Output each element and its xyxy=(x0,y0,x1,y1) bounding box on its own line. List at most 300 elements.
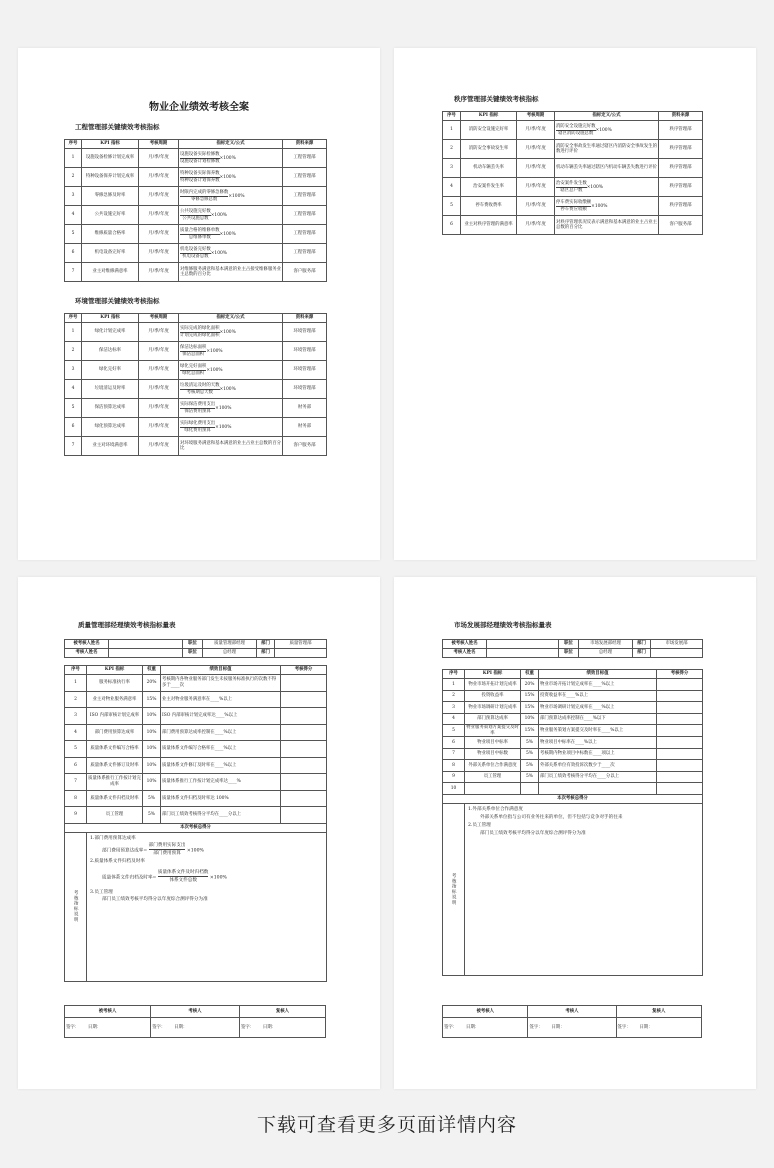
score-cell[interactable] xyxy=(281,691,327,708)
info-label: 部门 xyxy=(257,649,275,658)
formula-numerator: 实际完成的绿化面积 xyxy=(180,326,220,331)
formula-fraction xyxy=(556,200,591,212)
data-source: 财务部 xyxy=(283,399,327,418)
table-row xyxy=(443,737,703,749)
performance-target: 质量体系文件归档及时率达 100% xyxy=(161,790,281,807)
formula-numerator: 机电设备完好数 xyxy=(180,247,211,252)
score-cell[interactable] xyxy=(281,724,327,741)
kpi-name: 公共设施完好率 xyxy=(82,206,139,225)
score-cell[interactable] xyxy=(281,807,327,824)
kpi-weight: 5% xyxy=(521,760,539,772)
info-value: 总经理 xyxy=(203,649,257,658)
kpi-definition xyxy=(555,178,659,197)
data-source: 秩序管理部 xyxy=(659,178,703,197)
row-number: 6 xyxy=(443,216,461,235)
info-value xyxy=(109,640,183,649)
kpi-name: 机动车辆丢失率 xyxy=(461,159,517,178)
formula-fraction xyxy=(180,364,206,376)
explain-label: 考核指标说明 xyxy=(65,832,87,981)
kpi-name: ISO 内部审核计划完成率 xyxy=(87,708,143,725)
kpi-name: 业主对物业服务满意率 xyxy=(87,691,143,708)
kpi-name: 消防安全事故发生率 xyxy=(461,140,517,159)
kpi-name: 业主对维修满意率 xyxy=(82,263,139,282)
row-number: 1 xyxy=(443,121,461,140)
table-row xyxy=(443,748,703,760)
row-number: 4 xyxy=(443,713,465,725)
kpi-definition xyxy=(179,399,283,418)
kpi-weight: 15% xyxy=(521,702,539,714)
row-number: 3 xyxy=(65,361,82,380)
performance-target: 部门员工绩效考核得分平均在____分以上 xyxy=(539,771,657,783)
row-number: 4 xyxy=(65,206,82,225)
info-label: 部门 xyxy=(633,640,651,649)
table-row xyxy=(65,807,327,824)
row-number: 3 xyxy=(443,159,461,178)
table-row xyxy=(65,361,327,380)
kpi-weight: 10% xyxy=(143,774,161,791)
performance-target: 物业市场调研计划完成率在____%以上 xyxy=(539,702,657,714)
kpi-name: 外部关系单位合作满意度 xyxy=(465,760,521,772)
assess-period: 月/季/年度 xyxy=(517,140,555,159)
date-label: 日期： xyxy=(639,1024,653,1030)
performance-target: 物业市场开拓计划完成率在____%以上 xyxy=(539,679,657,691)
performance-target: 投资收益率在____%以上 xyxy=(539,690,657,702)
table-row xyxy=(65,691,327,708)
performance-target: 外部关系单位有效投诉次数少于____次 xyxy=(539,760,657,772)
kpi-name: 物业市场调研计划完成率 xyxy=(465,702,521,714)
formula-numerator: 实际绿化费用支出 xyxy=(180,421,216,426)
row-number: 7 xyxy=(443,748,465,760)
formula-multiplier: ×100% xyxy=(219,232,236,237)
col-header: KPI 指标 xyxy=(82,314,139,323)
table-row xyxy=(65,399,327,418)
formula-multiplier: ×100% xyxy=(228,194,245,199)
kpi-weight: 5% xyxy=(143,790,161,807)
note-line: 2.员工管理 xyxy=(468,823,491,829)
col-header: 资料来源 xyxy=(283,140,327,149)
download-more-text[interactable]: 下载可查看更多页面详情内容 xyxy=(256,1114,517,1136)
assessee-label: 被考核人 xyxy=(443,1006,528,1018)
info-label: 职位 xyxy=(183,649,203,658)
kpi-weight: 5% xyxy=(521,737,539,749)
score-cell[interactable] xyxy=(657,760,703,772)
score-cell[interactable] xyxy=(657,748,703,760)
kpi-name: 机电设备完好率 xyxy=(82,244,139,263)
kpi-name: 部门预算达成率 xyxy=(465,713,521,725)
formula-denominator: 停车费应收额 xyxy=(560,206,587,212)
formula-denominator: 保洁费用预算 xyxy=(184,408,211,414)
formula-fraction xyxy=(180,247,211,259)
score-cell[interactable] xyxy=(281,790,327,807)
performance-target: 质量体系文件修订及时率在____%以上 xyxy=(161,757,281,774)
table-row xyxy=(65,708,327,725)
formula-multiplier: ×100% xyxy=(215,425,232,430)
note-formula: 部门费用预算达成率= $\frac{\text{部门费用实际支出}}{\text{部门费用预算}}$ ×100% xyxy=(102,842,204,857)
info-table xyxy=(442,639,703,658)
col-header: 绩效目标值 xyxy=(539,670,657,679)
kpi-name: 保洁预算达成率 xyxy=(82,399,139,418)
col-header: 序号 xyxy=(443,670,465,679)
note-line: 1.部门费用预算达成率 xyxy=(90,835,136,841)
data-source: 客户服务部 xyxy=(659,216,703,235)
formula-multiplier: ×100% xyxy=(210,251,227,256)
col-header: 资料来源 xyxy=(283,314,327,323)
document-page-4 xyxy=(394,577,756,1089)
formula-denominator: 零修急修总数 xyxy=(190,196,218,202)
col-header: 指标定义/公式 xyxy=(179,314,283,323)
date-label: 日期： xyxy=(87,1024,102,1030)
formula-multiplier: ×100% xyxy=(219,175,236,180)
signature-table xyxy=(442,1005,702,1038)
score-cell[interactable] xyxy=(281,774,327,791)
kpi-definition: 对维修服务满意和基本满意的业主占接受维修服务业主总数的百分比 xyxy=(179,263,283,282)
kpi-score-table xyxy=(64,665,327,982)
info-value xyxy=(275,649,327,658)
score-cell[interactable] xyxy=(657,737,703,749)
formula-fraction xyxy=(556,124,596,136)
kpi-name: 物业服务策划方案提交及时率 xyxy=(466,725,519,736)
kpi-definition xyxy=(179,187,283,206)
data-source: 环境管理部 xyxy=(283,380,327,399)
score-cell[interactable] xyxy=(657,725,703,737)
col-header: KPI 指标 xyxy=(82,140,139,149)
performance-target: 部门费用预算达成率控制在____%以上 xyxy=(161,724,281,741)
score-cell[interactable] xyxy=(657,783,703,795)
date-label: 日期： xyxy=(465,1024,480,1030)
formula-fraction xyxy=(180,421,215,433)
note-line: 3.员工管理 xyxy=(90,889,113,895)
info-value xyxy=(109,649,183,658)
formula-numerator: 停车费实际收缴额 xyxy=(556,200,592,205)
table-row xyxy=(443,690,703,702)
kpi-definition xyxy=(179,206,283,225)
data-source: 秩序管理部 xyxy=(659,159,703,178)
assess-period: 月/季/年度 xyxy=(139,206,179,225)
kpi-definition xyxy=(179,342,283,361)
sign-label: 签字： xyxy=(529,1024,543,1030)
row-number: 6 xyxy=(65,757,87,774)
info-value xyxy=(651,649,703,658)
kpi-weight xyxy=(521,783,539,795)
data-source: 秩序管理部 xyxy=(659,140,703,159)
score-cell[interactable] xyxy=(657,679,703,691)
table-row xyxy=(443,783,703,795)
table-row xyxy=(65,741,327,758)
kpi-name: 服务标准执行率 xyxy=(87,675,143,692)
info-label: 被考核人姓名 xyxy=(65,640,109,649)
info-value: 质量管理部经理 xyxy=(203,640,257,649)
table-row xyxy=(443,771,703,783)
kpi-name: 治安案件发生率 xyxy=(461,178,517,197)
col-header: 指标定义/公式 xyxy=(555,112,659,121)
col-header: KPI 指标 xyxy=(465,670,521,679)
kpi-name: 业主对环境满意率 xyxy=(82,437,139,456)
assess-period: 月/季/年度 xyxy=(139,187,179,206)
formula-numerator: 时限内完成的零修急修数 xyxy=(180,190,229,195)
kpi-name: 维修质量合格率 xyxy=(82,225,139,244)
kpi-definition xyxy=(555,197,659,216)
performance-target: 质量体系文件编写合格率在____%以上 xyxy=(161,741,281,758)
col-header: 资料来源 xyxy=(659,112,703,121)
row-number: 1 xyxy=(65,675,87,692)
kpi-name: 垃圾清运及时率 xyxy=(82,380,139,399)
kpi-definition: 机动车辆丢失率通过辖区内机动车辆丢失数进行评价 xyxy=(555,159,659,178)
score-cell[interactable] xyxy=(281,757,327,774)
formula-numerator: 设施设备实际检修数 xyxy=(180,152,220,157)
kpi-weight: 15% xyxy=(143,691,161,708)
row-number: 3 xyxy=(65,187,82,206)
kpi-table-engineering xyxy=(64,139,327,282)
formula-denominator: 辖区消防设施总数 xyxy=(558,130,594,136)
formula-fraction xyxy=(180,171,220,183)
assess-period: 月/季/年度 xyxy=(139,437,179,456)
assessor-label: 考核人 xyxy=(528,1006,616,1018)
info-label: 职位 xyxy=(559,649,579,658)
assess-period: 月/季/年度 xyxy=(517,159,555,178)
total-score-label: 本次考核总得分 xyxy=(65,823,327,832)
formula-denominator: 辖区总户数 xyxy=(560,187,583,193)
table-row xyxy=(443,140,703,159)
data-source: 财务部 xyxy=(283,418,327,437)
row-number: 7 xyxy=(65,774,87,791)
table-row xyxy=(65,790,327,807)
document-page-3 xyxy=(18,577,380,1089)
formula-numerator: 绿化完好面积 xyxy=(180,364,207,369)
kpi-weight: 5% xyxy=(143,807,161,824)
col-header: 权重 xyxy=(521,670,539,679)
row-number: 8 xyxy=(443,760,465,772)
formula-fraction xyxy=(556,181,587,193)
kpi-definition xyxy=(179,149,283,168)
formula-denominator: 保洁总面积 xyxy=(182,351,205,357)
kpi-table-security xyxy=(442,111,703,235)
table-row xyxy=(65,437,327,456)
kpi-name xyxy=(465,783,521,795)
table-row xyxy=(65,380,327,399)
sign-label: 签字： xyxy=(444,1024,458,1030)
sign-label: 签字： xyxy=(240,1024,255,1030)
kpi-weight: 10% xyxy=(143,708,161,725)
formula-numerator: 实际保洁费用支出 xyxy=(180,402,216,407)
info-label: 部门 xyxy=(633,649,651,658)
formula-denominator: 总维修单数 xyxy=(188,234,211,240)
kpi-name: 设施设备检修计划完成率 xyxy=(82,149,139,168)
formula-fraction xyxy=(180,402,215,414)
col-header: 指标定义/公式 xyxy=(179,140,283,149)
sign-label: 签字： xyxy=(66,1024,80,1030)
reviewer-label: 复核人 xyxy=(616,1006,701,1018)
score-cell[interactable] xyxy=(657,690,703,702)
kpi-definition xyxy=(179,323,283,342)
assess-period: 月/季/年度 xyxy=(139,244,179,263)
performance-target: 部门预算达成率控制在____%以下 xyxy=(539,713,657,725)
kpi-name: 物业市场开拓计划完成率 xyxy=(465,679,521,691)
score-cell[interactable] xyxy=(281,708,327,725)
row-number: 4 xyxy=(65,724,87,741)
table-row xyxy=(65,323,327,342)
formula-fraction xyxy=(180,209,211,221)
data-source: 客户服务部 xyxy=(283,437,327,456)
row-number: 1 xyxy=(65,149,82,168)
page-title: 物业企业绩效考核全案 xyxy=(149,102,249,113)
formula-multiplier: ×100% xyxy=(219,387,236,392)
table-row xyxy=(65,675,327,692)
row-number: 5 xyxy=(65,225,82,244)
kpi-name: 特种设备保养计划完成率 xyxy=(82,168,139,187)
info-label: 考核人姓名 xyxy=(443,649,487,658)
row-number: 2 xyxy=(65,691,87,708)
kpi-weight: 20% xyxy=(521,679,539,691)
kpi-definition xyxy=(179,168,283,187)
performance-target: 考核期内物业项目中标数在____项以上 xyxy=(539,748,657,760)
table-row xyxy=(65,187,327,206)
note-line: 2.质量体系文件归档及时率 xyxy=(90,858,145,864)
section-title: 市场发展部经理绩效考核指标量表 xyxy=(454,621,552,629)
col-header: 权重 xyxy=(143,666,161,675)
formula-numerator: 公共设施完好数 xyxy=(180,209,211,214)
formula-numerator: 质量合格的维修单数 xyxy=(180,228,220,233)
note-formula: 质量体系文件归档及时率= $\frac{\text{质量体系文件及时归档数}}{\text{体系文件总数}}$ ×100% xyxy=(102,869,227,884)
note-text: 外部关系单位指与公司有业务往来的单位，但不包括与竞争对手的往来 xyxy=(480,814,623,820)
formula-denominator: 计划完成的绿化面积 xyxy=(180,332,220,338)
row-number: 9 xyxy=(443,771,465,783)
kpi-definition xyxy=(179,225,283,244)
performance-target: 业主对物业服务满意率在____%以上 xyxy=(161,691,281,708)
section-title: 环境管理部关键绩效考核指标 xyxy=(75,297,160,305)
info-label: 职位 xyxy=(183,640,203,649)
kpi-weight: 10% xyxy=(143,757,161,774)
data-source: 秩序管理部 xyxy=(659,197,703,216)
data-source: 秩序管理部 xyxy=(659,121,703,140)
row-number: 7 xyxy=(65,263,82,282)
kpi-definition xyxy=(179,418,283,437)
row-number: 3 xyxy=(65,708,87,725)
formula-fraction xyxy=(180,228,220,240)
formula-denominator: 机电设备总数 xyxy=(182,253,209,259)
note-line: 1.外部关系单位合作满意度 xyxy=(468,806,523,812)
info-label: 考核人姓名 xyxy=(65,649,109,658)
info-value xyxy=(487,640,559,649)
score-cell[interactable] xyxy=(281,675,327,692)
kpi-weight: 10% xyxy=(143,741,161,758)
table-row xyxy=(65,724,327,741)
kpi-weight: 15% xyxy=(521,725,539,737)
data-source: 环境管理部 xyxy=(283,323,327,342)
row-number: 2 xyxy=(65,168,82,187)
reviewer-label: 复核人 xyxy=(239,1006,325,1018)
col-header: 考核周期 xyxy=(139,314,179,323)
formula-multiplier: ×100% xyxy=(215,406,232,411)
date-label: 日期： xyxy=(551,1024,565,1030)
formula-fraction xyxy=(180,345,206,357)
formula-fraction xyxy=(180,326,220,338)
row-number: 6 xyxy=(65,244,82,263)
kpi-name: 业主对秩序管理的满意率 xyxy=(461,216,517,235)
table-row xyxy=(65,774,327,791)
performance-target: 考核期内各物业服务部门发生未按服务标准执行的次数不得多于____次 xyxy=(161,675,281,692)
table-row xyxy=(443,197,703,216)
info-label: 被考核人姓名 xyxy=(443,640,487,649)
kpi-definition: 对秩序管理状况反表示满意和基本满意的业主占业主总数的百分比 xyxy=(555,216,659,235)
table-row xyxy=(65,263,327,282)
kpi-weight: 20% xyxy=(143,675,161,692)
kpi-weight: 15% xyxy=(521,690,539,702)
formula-fraction xyxy=(180,383,220,395)
score-cell[interactable] xyxy=(657,702,703,714)
kpi-score-table xyxy=(442,669,703,976)
kpi-table-environment xyxy=(64,313,327,456)
row-number: 8 xyxy=(65,790,87,807)
total-score-label: 本次考核总得分 xyxy=(443,794,703,803)
table-row xyxy=(65,225,327,244)
assess-period: 月/季/年度 xyxy=(517,121,555,140)
assess-period: 月/季/年度 xyxy=(139,225,179,244)
assess-period: 月/季/年度 xyxy=(517,197,555,216)
row-number: 2 xyxy=(443,690,465,702)
score-cell[interactable] xyxy=(657,713,703,725)
formula-multiplier: ×100% xyxy=(206,368,223,373)
sign-label: 签字： xyxy=(617,1024,631,1030)
info-table xyxy=(64,639,327,658)
table-row xyxy=(65,206,327,225)
table-row xyxy=(443,760,703,772)
kpi-name: 消防安全设施完好率 xyxy=(461,121,517,140)
performance-target: 部门员工绩效考核得分平均在____分以上 xyxy=(161,807,281,824)
formula-denominator: 绿化总面积 xyxy=(182,370,205,376)
data-source: 工程管理部 xyxy=(283,187,327,206)
row-number: 1 xyxy=(443,679,465,691)
section-title: 工程管理部关键绩效考核指标 xyxy=(75,123,160,131)
info-value: 质量管理部 xyxy=(275,640,327,649)
kpi-name: 质量体系文件修订及时率 xyxy=(87,757,143,774)
formula-multiplier: ×100% xyxy=(219,330,236,335)
signature-table xyxy=(64,1005,326,1038)
kpi-name: 质量体系文件归档及时率 xyxy=(87,790,143,807)
explain-label: 考核指标说明 xyxy=(443,803,465,975)
data-source: 客户服务部 xyxy=(283,263,327,282)
score-cell[interactable] xyxy=(281,741,327,758)
row-number: 5 xyxy=(65,399,82,418)
kpi-name: 物业项目中标数 xyxy=(465,748,521,760)
col-header: 绩效目标值 xyxy=(161,666,281,675)
row-number: 6 xyxy=(65,418,82,437)
col-header: 序号 xyxy=(65,666,87,675)
date-label: 日期： xyxy=(262,1024,277,1030)
formula-fraction xyxy=(180,190,228,202)
assess-period: 月/季/年度 xyxy=(139,168,179,187)
assess-period: 月/季/年度 xyxy=(139,418,179,437)
assess-period: 月/季/年度 xyxy=(517,178,555,197)
score-cell[interactable] xyxy=(657,771,703,783)
kpi-definition: 消防安全事故发生率通过辖区内消防安全事故发生的数进行评价 xyxy=(555,140,659,159)
date-label: 日期： xyxy=(174,1024,188,1030)
kpi-name: 绿化预算达成率 xyxy=(82,418,139,437)
row-number: 4 xyxy=(443,178,461,197)
formula-denominator: 设施设备计划检修数 xyxy=(180,158,220,164)
document-page-1 xyxy=(18,48,380,560)
kpi-name: 投资收益率 xyxy=(465,690,521,702)
formula-numerator: 治安案件发生数 xyxy=(556,181,587,186)
assess-period: 月/季/年度 xyxy=(139,342,179,361)
assess-period: 月/季/年度 xyxy=(139,323,179,342)
info-value: 市场发展部经理 xyxy=(579,640,633,649)
assess-period: 月/季/年度 xyxy=(139,263,179,282)
formula-multiplier: ×100% xyxy=(210,213,227,218)
table-row xyxy=(443,725,703,737)
kpi-definition: 对环境服务满意和基本满意的业主占业主总数的百分比 xyxy=(179,437,283,456)
row-number: 6 xyxy=(443,737,465,749)
formula-numerator: 消防安全设施完好数 xyxy=(556,124,596,129)
